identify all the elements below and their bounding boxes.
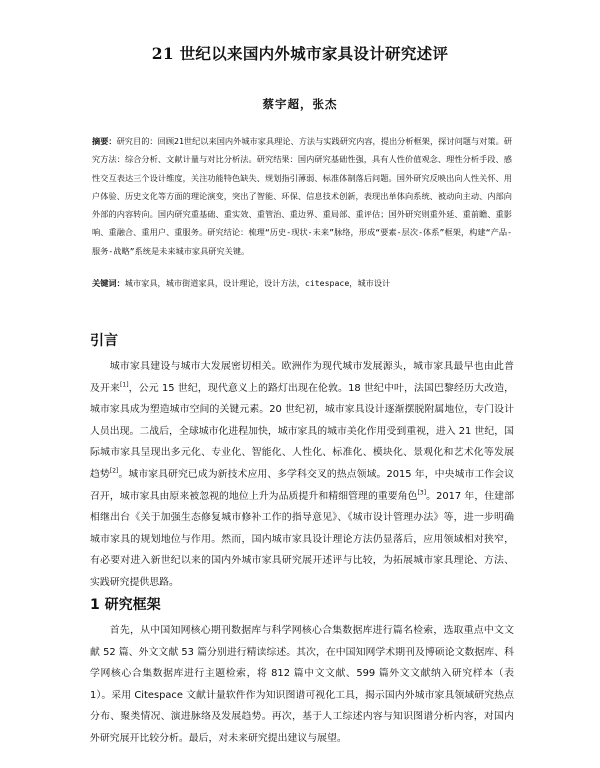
keywords-block	[92, 276, 512, 290]
abstract-block	[92, 132, 512, 260]
section-1-paragraph: 首先，从中国知网核心期刊数据库与科学网核心合集数据库进行篇名检索，选取重点中文文献 52 篇、外文文献 53 篇分别进行精读综述。其次，在中国知网学术期刊及博硕论文数据库、科学网核心合集数据库进行主题检索，将 812 篇中文文献、599 篇外文文献纳入研究样本（表 1）。采用 Citespace 文献计量软件作为知识图谱可视化工具，揭示国内外城市家具领域研究热点分布、聚类情况、演进脉络及发展趋势。再次，基于人工综述内容与知识图谱分析内容，对国内外研究展开比较分析。最后，对未来研究提出建议与展望。	[90, 625, 514, 744]
paper-authors: 蔡宇超，张杰	[262, 97, 338, 111]
intro-body	[90, 356, 514, 594]
keywords-label: 关键词：	[92, 278, 125, 288]
keywords-text: 城市家具，城市街道家具，设计理论，设计方法，citespace，城市设计	[124, 278, 391, 288]
intro-text-part-3: 。城市家具研究已成为新技术应用、多学科交叉的热点领域。2015 年，中央城市工作会议召开，城市家具由原来被忽视的地位上升为品质提升和精细管理的重要角色	[90, 468, 514, 502]
citation-ref-2: [2]	[109, 467, 119, 475]
intro-text-part-4: 。2017 年，住建部相继出台《关于加强生态修复城市修补工作的指导意见》、《城市设计管理办法》等，进一步明确城市家具的规划地位与作用。然而，国内城市家具设计理论方法仍显落后，应用领域相对狭窄，有必要对进入新世纪以来的国内外城市家具研究展开述评与比较，为拓展城市家具理论、方法、实践研究提供思路。	[90, 490, 514, 588]
citation-ref-3: [3]	[417, 489, 427, 497]
intro-text-part-2: ，公元 15 世纪，现代意义上的路灯出现在伦敦。18 世纪中叶，法国巴黎经历大改造，城市家具成为塑造城市空间的关键元素。20 世纪初，城市家具设计逐渐摆脱附属地位，专门设计人员出现。二战后，全球城市化进程加快，城市家具的城市美化作用受到重视，进入 21 世纪，国际城市家具呈现出多元化、专业化、智能化、人性化、标准化、模块化、景观化和艺术化等发展趋势	[90, 382, 514, 480]
section-1-heading: 1 研究框架	[90, 597, 161, 613]
citation-ref-1: [1]	[120, 381, 129, 389]
intro-paragraph	[90, 356, 514, 594]
paper-title: 21 世纪以来国内外城市家具设计研究述评	[151, 44, 449, 63]
intro-heading: 引言	[90, 333, 118, 349]
intro-text-part-1: 城市家具建设与城市大发展密切相关。欧洲作为现代城市发展源头，城市家具最早也由此普及开来	[90, 361, 514, 394]
abstract-label: 摘要：	[92, 136, 117, 146]
section-1-body	[90, 620, 514, 750]
abstract-text: 研究目的：回顾21世纪以来国内外城市家具理论、方法与实践研究内容，提出分析框架，探讨问题与对策。研究方法：综合分析、文献计量与对比分析法。研究结果：国内研究基础性强，具有人性价值观念、理性分析手段、感性交互表达三个设计维度，关注功能特色缺失、规划指引薄弱、标准体制落后问题。国外研究反映出向人性关怀、用户体验、历史文化等方面的理论演变，突出了智能、环保、信息技术创新，表现出单体向系统、被动向主动、内部向外部的内容转向。国内研究重基础、重实效、重管治、重边界、重局部、重评估；国外研究则重外延、重前瞻、重影响、重融合、重用户、重服务。研究结论：梳理“历史-现状-未来”脉络，形成“要素-层次-体系”框架，构建“产品-服务-战略”系统是未来城市家具研究关键。	[92, 136, 512, 256]
